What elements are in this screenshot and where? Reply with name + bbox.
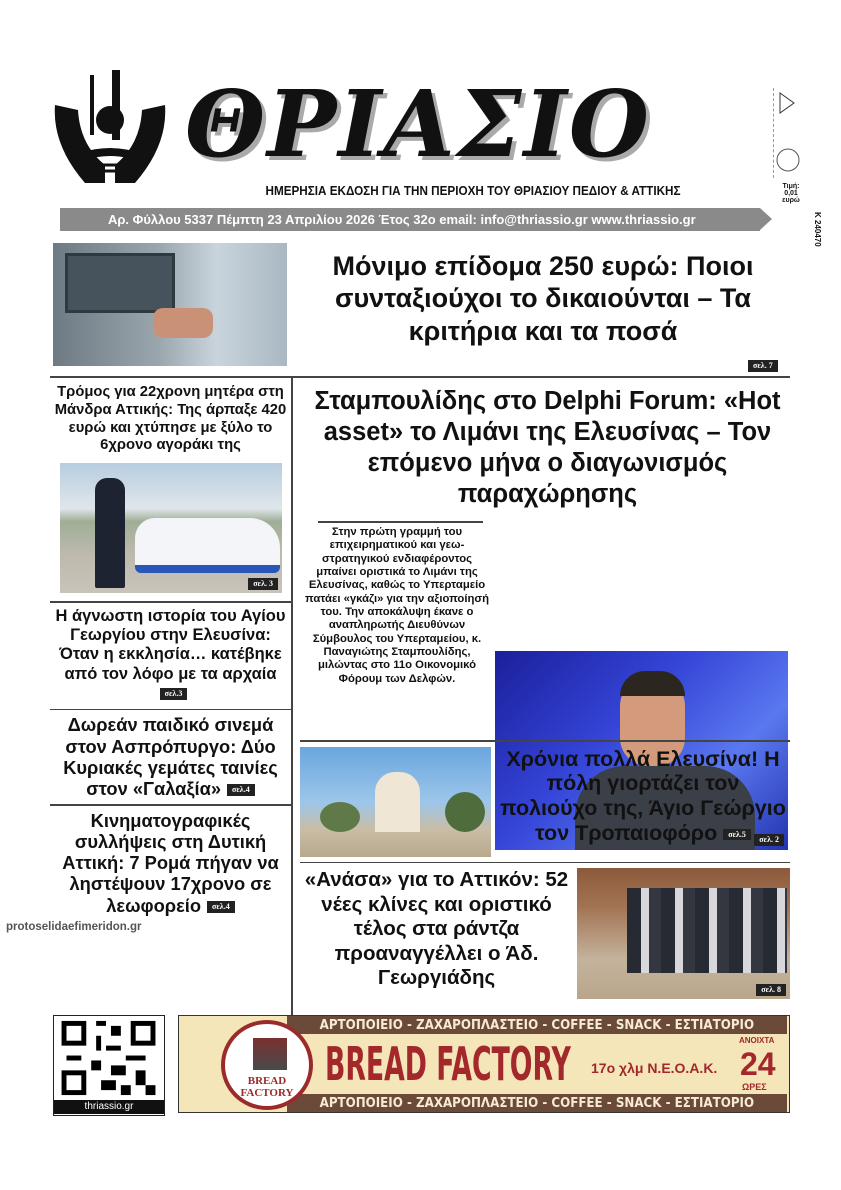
page-tag: σελ.4 xyxy=(227,784,255,796)
ad-services-top xyxy=(287,1016,787,1034)
column-divider xyxy=(291,376,293,1016)
bread-factory-ad[interactable] xyxy=(178,1015,790,1113)
logo-text: BREAD FACTORY xyxy=(240,1075,294,1099)
newspaper-title: ΘΡΙΑΣΙΟ xyxy=(185,70,651,178)
headline-bus-robbery[interactable] xyxy=(50,806,291,921)
right-lower-section xyxy=(300,740,790,1004)
headline-text: «Ανάσα» για το Αττικόν: 52 νέες κλίνες και οριστικό τέλος στα ράντζα προαναγγέλλει ο Άδ. Γεωργιάδης xyxy=(304,868,569,990)
divider xyxy=(50,376,790,378)
headline-text: Τρόμος για 22χρονη μητέρα στη Μάνδρα Αττικής: Της άρπαξε 420 ευρώ και χτύπησε με ξύλο το 6χρονο αγοράκι της xyxy=(54,384,287,454)
ad-hours-unit: ΩΡΕΣ xyxy=(742,1082,767,1092)
headline-stampoulidis[interactable]: Σταμπουλίδης στο Delphi Forum: «Hot asset» το Λιμάνι της Ελευσίνας – Τον επόμενο μήνα ο διαγωνισμός παραχώρησης xyxy=(314,387,781,509)
headline-text: Κινηματογραφικές συλλήψεις στη Δυτική Αττική: 7 Ρομά πήγαν να ληστέψουν 17χρονο σε λεωφορείο xyxy=(62,809,279,916)
page-tag: σελ.5 xyxy=(723,829,751,841)
ad-services-text: ΑΡΤΟΠΟΙΕΙΟ - ΖΑΧΑΡΟΠΛΑΣΤΕΙΟ - COFFEE - SNACK - ΕΣΤΙΑΤΟΡΙΟ xyxy=(319,1017,755,1033)
logo-emblem xyxy=(50,65,170,190)
ad-brand: BREAD FACTORY xyxy=(325,1037,571,1091)
story-attikon-hospital xyxy=(300,863,790,1004)
price-label: Τιμή: 0,01 ευρώ xyxy=(782,183,800,204)
qr-code[interactable] xyxy=(53,1015,165,1116)
page-tag: σελ. 7 xyxy=(748,360,778,372)
postal-stamp-icon xyxy=(773,88,801,178)
police-car-photo xyxy=(60,463,282,593)
groundbreaking-photo xyxy=(577,868,790,999)
divider xyxy=(318,521,483,523)
page-tag: σελ.3 xyxy=(160,688,188,700)
ad-open: ΑΝΟΙΧΤΑ xyxy=(739,1036,775,1045)
headline-text: Η άγνωστη ιστορία του Αγίου Γεωργίου στην Ελευσίνα: Όταν η εκκλησία… κατέβηκε από τον λόφο με τα αρχαία xyxy=(55,606,286,683)
headline-text: Δωρεάν παιδικό σινεμά στον Ασπρόπυργο: Δύο Κυριακές γεμάτες ταινίες στον «Γαλαξία» xyxy=(63,714,278,799)
headline-agios-georgios-history[interactable] xyxy=(50,603,291,709)
left-column xyxy=(6,380,291,933)
page-tag: σελ. 2 xyxy=(754,834,784,846)
church-photo xyxy=(300,747,491,857)
postal-code: Κ 240470 xyxy=(813,212,822,247)
ad-hours: 24 xyxy=(740,1046,776,1082)
atm-photo xyxy=(53,243,287,366)
headline-children-cinema[interactable] xyxy=(50,710,291,804)
article-body-stampoulidis: Στην πρώτη γραμμή του επιχειρηματικού και γεω-στρατηγικού ενδιαφέροντος μπαίνει οριστικά το Λιμάνι της Ελευσίνας, καθώς το Υπερταμείο πατάει «γκάζι» για την αξιοποίησή του. Την αποκάλυψη έκανε ο αναπληρωτής Διευθύνων Σύμβουλος του Υπερταμείου, κ. Παναγιώτης Σταμπουλίδης, μιλώντας στο 11ο Οικονομικό Φόρουμ των Δελφών. xyxy=(305,526,489,685)
headline-elefsina-celebration[interactable] xyxy=(491,747,790,847)
headline-attikon-hospital[interactable] xyxy=(300,868,577,991)
issue-info-bar: Αρ. Φύλλου 5337 Πέμπτη 23 Απριλίου 2026 Έτος 32ο email: info@thriassio.gr www.thriassio.gr xyxy=(60,208,760,231)
page-tag: σελ.4 xyxy=(207,901,235,913)
story-elefsina-celebration xyxy=(300,742,790,862)
bread-factory-logo xyxy=(221,1020,313,1110)
page-tag: σελ. 3 xyxy=(248,578,278,590)
page-tag: σελ. 8 xyxy=(756,984,786,996)
headline-mandra[interactable] xyxy=(50,380,291,460)
ad-services-bottom xyxy=(287,1094,787,1112)
headline-pension-allowance[interactable]: Μόνιμο επίδομα 250 ευρώ: Ποιοι συνταξιούχοι το δικαιούνται – Τα κριτήρια και τα ποσά xyxy=(332,251,754,346)
ad-location: 17ο χλμ Ν.Ε.Ο.Α.Κ. xyxy=(591,1060,718,1076)
newspaper-subtitle: ΗΜΕΡΗΣΙΑ ΕΚΔΟΣΗ ΓΙΑ ΤΗΝ ΠΕΡΙΟΧΗ ΤΟΥ ΘΡΙΑΣΙΟΥ ΠΕΔΙΟΥ & ΑΤΤΙΚΗΣ xyxy=(265,183,681,198)
source-watermark: protoselidaefimeridon.gr xyxy=(6,920,142,933)
qr-caption: thriassio.gr xyxy=(54,1100,164,1114)
ad-services-text: ΑΡΤΟΠΟΙΕΙΟ - ΖΑΧΑΡΟΠΛΑΣΤΕΙΟ - COFFEE - SNACK - ΕΣΤΙΑΤΟΡΙΟ xyxy=(319,1095,755,1111)
headline-text: Χρόνια πολλά Ελευσίνα! Η πόλη γιορτάζει τον πολιούχο της, Άγιο Γεώργιο τον Τροπαιοφόρο xyxy=(500,746,786,846)
